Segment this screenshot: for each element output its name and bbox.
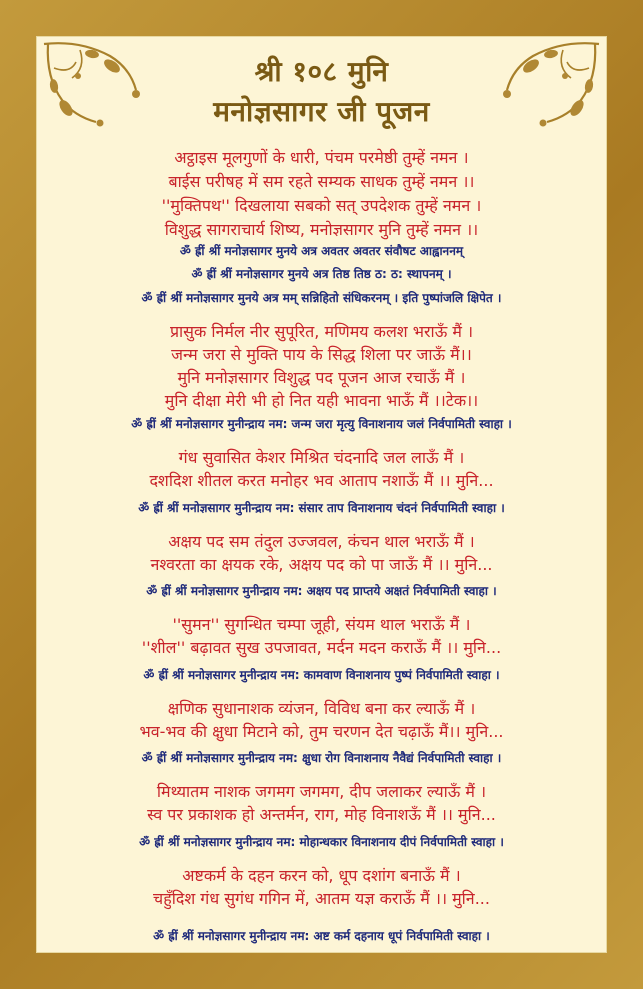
intro-mantra: ॐ ह्रीं श्रीं मनोज्ञसागर मुनये अत्र अवतर अवतर संवौषट आह्वाननम् xyxy=(179,244,464,258)
akshat-verse: नश्वरता का क्षयक रके, अक्षय पद को पा जाऊँ मैं ।। मुनि... xyxy=(150,555,493,574)
deep-verse: मिथ्यातम नाशक जगमग जगमग, दीप जलाकर ल्याऊँ मैं । xyxy=(156,782,487,801)
intro-mantra: ॐ ह्रीं श्रीं मनोज्ञसागर मुनये अत्र तिष्ठ तिष्ठ ठ: ठ: स्थापनम् । xyxy=(191,267,452,281)
naivedya-verse: भव-भव की क्षुधा मिटाने को, तुम चरणन देत चढ़ाऊँ मैं।। मुनि... xyxy=(139,722,504,741)
intro-mantra: ॐ ह्रीं श्रीं मनोज्ञसागर मुनये अत्र मम् सन्निहितो संधिकरनम् । इति पुष्पांजलि क्षिपेत । xyxy=(141,291,502,305)
intro-verse: अट्ठाइस मूलगुणों के धारी, पंचम परमेष्ठी तुम्हें नमन । xyxy=(174,148,469,167)
pushp-mantra: ॐ ह्रीं श्रीं मनोज्ञसागर मुनीन्द्राय नम: कामवाण विनाशनाय पुष्पं निर्वपामिती स्वाहा । xyxy=(143,668,500,682)
jal-verse: मुनि दीक्षा मेरी भी हो नित यही भावना भाऊँ मैं ।।टेक।। xyxy=(164,391,479,410)
jal-verse: प्रासुक निर्मल नीर सुपूरित, मणिमय कलश भराऊँ मैं । xyxy=(169,322,474,341)
dhoop-verse: अष्टकर्म के दहन करन को, धूप दशांग बनाऊँ मैं । xyxy=(182,866,461,885)
jal-mantra: ॐ ह्रीं श्रीं मनोज्ञसागर मुनीन्द्राय नम: जन्म जरा मृत्यु विनाशनाय जलं निर्वपामिती स्वाहा । xyxy=(131,417,512,431)
pushp-verse: ''शील'' बढ़ावत सुख उपजावत, मर्दन मदन कराऊँ मैं ।। मुनि... xyxy=(141,638,502,657)
pushp-verse: ''सुमन'' सुगन्धित चम्पा जूही, संयम थाल भराऊँ मैं । xyxy=(172,615,471,634)
intro-verse: ''मुक्तिपथ'' दिखलाया सबको सत् उपदेशक तुम्हें नमन । xyxy=(161,196,482,215)
naivedya-verse: क्षणिक सुधानाशक व्यंजन, विविध बना कर ल्याऊँ मैं । xyxy=(167,699,476,718)
jal-verse: जन्म जरा से मुक्ति पाय के सिद्ध शिला पर जाऊँ मैं।। xyxy=(171,345,472,364)
akshat-verse: अक्षय पद सम तंदुल उज्जवल, कंचन थाल भराऊँ मैं । xyxy=(168,532,475,551)
chandan-verse: गंध सुवासित केशर मिश्रित चंदनादि जल लाऊँ मैं । xyxy=(178,448,465,467)
dhoop-verse: चहुँदिश गंध सुगंध गगिन में, आतम यज्ञ कराऊँ मैं ।। मुनि... xyxy=(153,889,490,908)
page-title-line2: मनोज्ञसागर जी पूजन xyxy=(213,95,430,128)
deep-mantra: ॐ ह्रीं श्रीं मनोज्ञसागर मुनीन्द्राय नम: मोहान्धकार विनाशनाय दीपं निर्वपामिती स्वाहा । xyxy=(139,835,504,849)
naivedya-mantra: ॐ ह्रीं श्रीं मनोज्ञसागर मुनीन्द्राय नम: क्षुधा रोग विनाशनाय नैवैद्यं निर्वपामिती स्वाहा । xyxy=(141,751,502,765)
chandan-verse: दशदिश शीतल करत मनोहर भव आताप नशाऊँ मैं ।। मुनि... xyxy=(149,471,494,490)
chandan-mantra: ॐ ह्रीं श्रीं मनोज्ञसागर मुनीन्द्राय नम: संसार ताप विनाशनाय चंदनं निर्वपामिती स्वाहा । xyxy=(138,501,505,515)
jal-verse: मुनि मनोज्ञसागर विशुद्ध पद पूजन आज रचाऊँ मैं । xyxy=(177,368,466,387)
intro-verse: बाईस परीषह में सम रहते सम्यक साधक तुम्हें नमन ।। xyxy=(168,172,475,191)
deep-verse: स्व पर प्रकाशक हो अन्तर्मन, राग, मोह विनाशऊँ मैं ।। मुनि... xyxy=(147,805,496,824)
akshat-mantra: ॐ ह्रीं श्रीं मनोज्ञसागर मुनीन्द्राय नम: अक्षय पद प्राप्तये अक्षतं निर्वपामिती स्वाहा । xyxy=(146,584,497,598)
dhoop-mantra: ॐ ह्रीं श्रीं मनोज्ञसागर मुनीन्द्राय नम: अष्ट कर्म दहनाय धूपं निर्वपामिती स्वाहा । xyxy=(153,929,490,943)
intro-verse: विशुद्ध सागराचार्य शिष्य, मनोज्ञसागर मुनि तुम्हें नमन ।। xyxy=(164,220,479,239)
page-title-line1: श्री १०८ मुनि xyxy=(254,55,389,88)
